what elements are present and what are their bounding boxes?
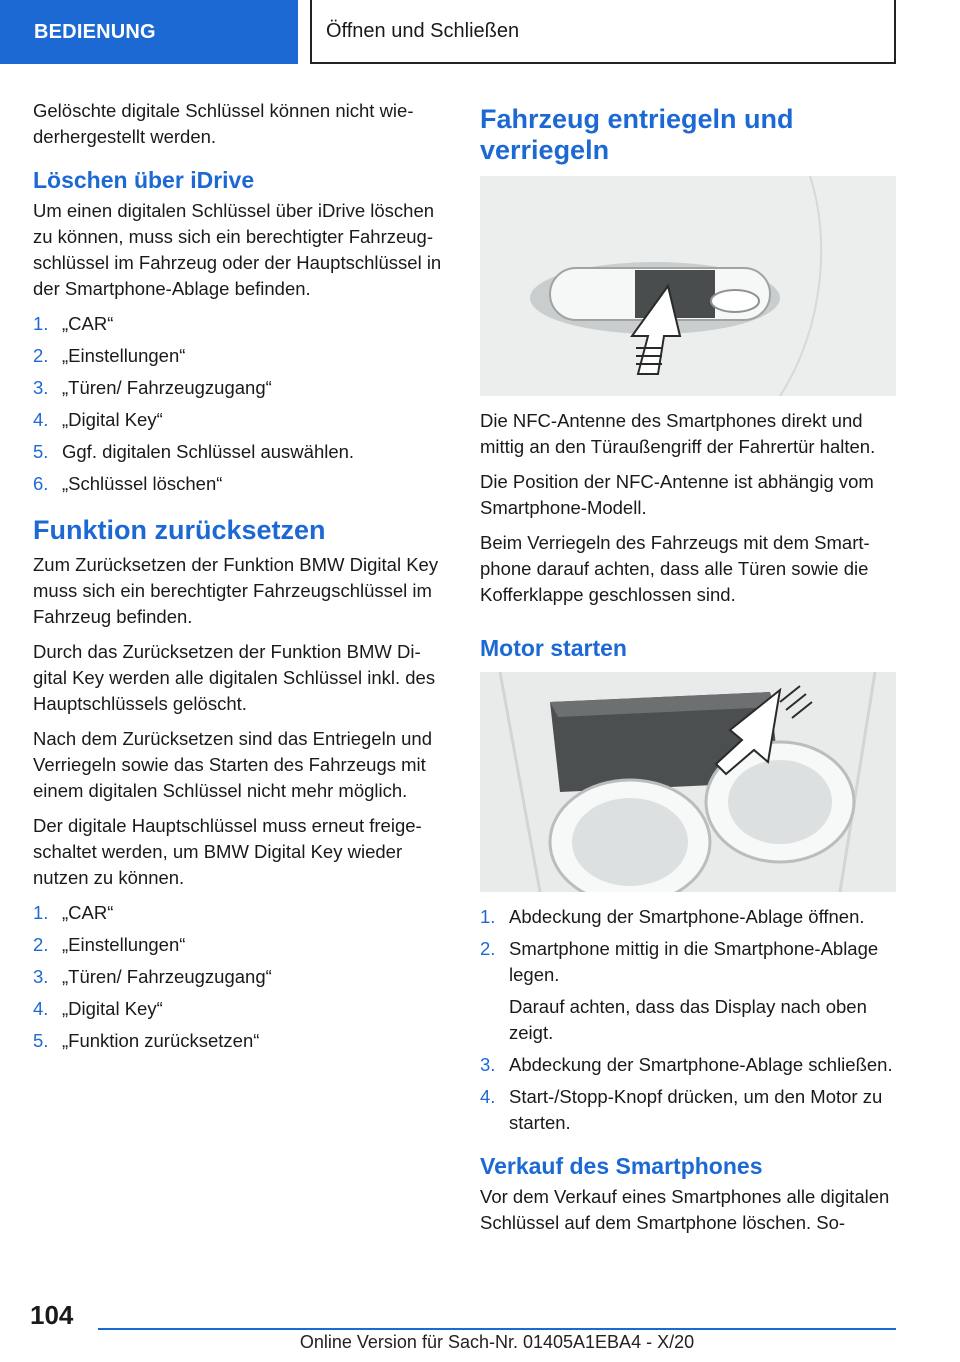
step-text: Abdeckung der Smartphone-Ablage schließen. xyxy=(509,1054,893,1075)
step-number: 2. xyxy=(33,934,49,955)
section-tab xyxy=(0,0,298,64)
step-text: „CAR“ xyxy=(62,902,114,923)
list-item xyxy=(480,1084,896,1136)
step-number: 3. xyxy=(480,1054,496,1075)
start-steps-list xyxy=(480,904,896,1136)
reset-text-1: Zum Zurücksetzen der Funktion BMW Digital Key muss sich ein berechtigter Fahrzeugschlüssel im Fahrzeug befinden. xyxy=(33,554,439,627)
door-handle-illustration xyxy=(480,176,896,396)
list-item xyxy=(480,936,896,1046)
reset-steps-list xyxy=(33,900,448,1054)
footer-text: Online Version für Sach-Nr. 01405A1EBA4 - X/20 xyxy=(299,1332,695,1352)
step-number: 5. xyxy=(33,441,49,462)
phone-tray-illustration xyxy=(480,672,896,892)
step-note: Darauf achten, dass das Display nach oben zeigt. xyxy=(509,996,867,1043)
list-item xyxy=(33,407,448,433)
step-text: „Türen/ Fahrzeugzugang“ xyxy=(62,966,272,987)
step-text: „Digital Key“ xyxy=(62,409,163,430)
step-number: 3. xyxy=(33,966,49,987)
list-item xyxy=(33,932,448,958)
unlock-text-2: Die Position der NFC-Antenne ist abhängig vom Smartphone-Modell. xyxy=(480,471,874,518)
step-number: 4. xyxy=(480,1086,496,1107)
step-number: 6. xyxy=(33,473,49,494)
chapter-title: Öffnen und Schließen xyxy=(326,19,520,42)
sale-text: Vor dem Verkauf eines Smartphones alle digitalen Schlüssel auf dem Smartphone löschen. So- xyxy=(480,1186,890,1233)
list-item xyxy=(33,1028,448,1054)
list-item xyxy=(33,996,448,1022)
step-text: Abdeckung der Smartphone-Ablage öffnen. xyxy=(509,906,865,927)
step-text: „Schlüssel löschen“ xyxy=(62,473,223,494)
list-item xyxy=(33,343,448,369)
unlock-text-1: Die NFC-Antenne des Smartphones direkt und mittig an den Türaußengriff der Fahrertür halten. xyxy=(480,410,876,457)
step-text: „Einstellungen“ xyxy=(62,345,186,366)
list-item xyxy=(33,311,448,337)
step-text: „Funktion zurücksetzen“ xyxy=(62,1030,260,1051)
step-text: „Einstellungen“ xyxy=(62,934,186,955)
list-item xyxy=(33,439,448,465)
step-number: 5. xyxy=(33,1030,49,1051)
door-handle-drawing xyxy=(480,176,896,396)
delete-steps-list xyxy=(33,311,448,497)
phone-tray-drawing xyxy=(480,672,896,892)
right-column xyxy=(480,98,896,1245)
intro-text: Gelöschte digitale Schlüssel können nicht wiederhergestellt werden. xyxy=(33,100,414,147)
step-text: Ggf. digitalen Schlüssel auswählen. xyxy=(62,441,355,462)
list-item xyxy=(33,375,448,401)
step-number: 1. xyxy=(480,906,496,927)
step-number: 4. xyxy=(33,998,49,1019)
step-text: „Digital Key“ xyxy=(62,998,163,1019)
heading-unlock: Fahrzeug entriegeln und verriegeln xyxy=(480,104,794,165)
reset-text-2: Durch das Zurücksetzen der Funktion BMW Digital Key werden alle digitalen Schlüssel inkl. des Hauptschlüssels gelöscht. xyxy=(33,641,436,714)
heading-reset: Funktion zurücksetzen xyxy=(33,515,326,545)
list-item xyxy=(33,964,448,990)
step-number: 2. xyxy=(480,938,496,959)
step-number: 1. xyxy=(33,313,49,334)
chapter-header xyxy=(310,0,896,64)
step-text: „CAR“ xyxy=(62,313,114,334)
step-text: „Türen/ Fahrzeugzugang“ xyxy=(62,377,272,398)
page-number: 104 xyxy=(30,1300,74,1330)
heading-start: Motor starten xyxy=(480,635,627,661)
reset-text-3: Nach dem Zurücksetzen sind das Entriegeln und Verriegeln sowie das Starten des Fahrzeugs mit einem digitalen Schlüssel nicht mehr möglich. xyxy=(33,728,432,801)
heading-sale: Verkauf des Smartphones xyxy=(480,1153,763,1179)
step-text: Start-/Stopp-Knopf drücken, um den Motor zu starten. xyxy=(509,1086,883,1133)
step-number: 2. xyxy=(33,345,49,366)
list-item xyxy=(33,900,448,926)
step-number: 3. xyxy=(33,377,49,398)
list-item xyxy=(33,471,448,497)
footer-divider xyxy=(98,1328,896,1330)
step-number: 1. xyxy=(33,902,49,923)
heading-delete-idrive: Löschen über iDrive xyxy=(33,167,255,193)
unlock-text-3: Beim Verriegeln des Fahrzeugs mit dem Smartphone darauf achten, dass alle Türen sowie die Kofferklappe geschlossen sind. xyxy=(480,532,870,605)
list-item xyxy=(480,904,896,930)
delete-idrive-text: Um einen digitalen Schlüssel über iDrive löschen zu können, muss sich ein berechtigter Fahrzeugschlüssel im Fahrzeug oder der Hauptschlüssel in der Smartphone-Ablage befinden. xyxy=(33,200,442,299)
left-column xyxy=(33,98,448,1068)
section-title: BEDIENUNG xyxy=(34,20,156,43)
list-item xyxy=(480,1052,896,1078)
step-number: 4. xyxy=(33,409,49,430)
reset-text-4: Der digitale Hauptschlüssel muss erneut freigeschaltet werden, um BMW Digital Key wieder nutzen zu können. xyxy=(33,815,422,888)
step-text: Smartphone mittig in die Smartphone-Ablage legen. xyxy=(509,938,879,985)
